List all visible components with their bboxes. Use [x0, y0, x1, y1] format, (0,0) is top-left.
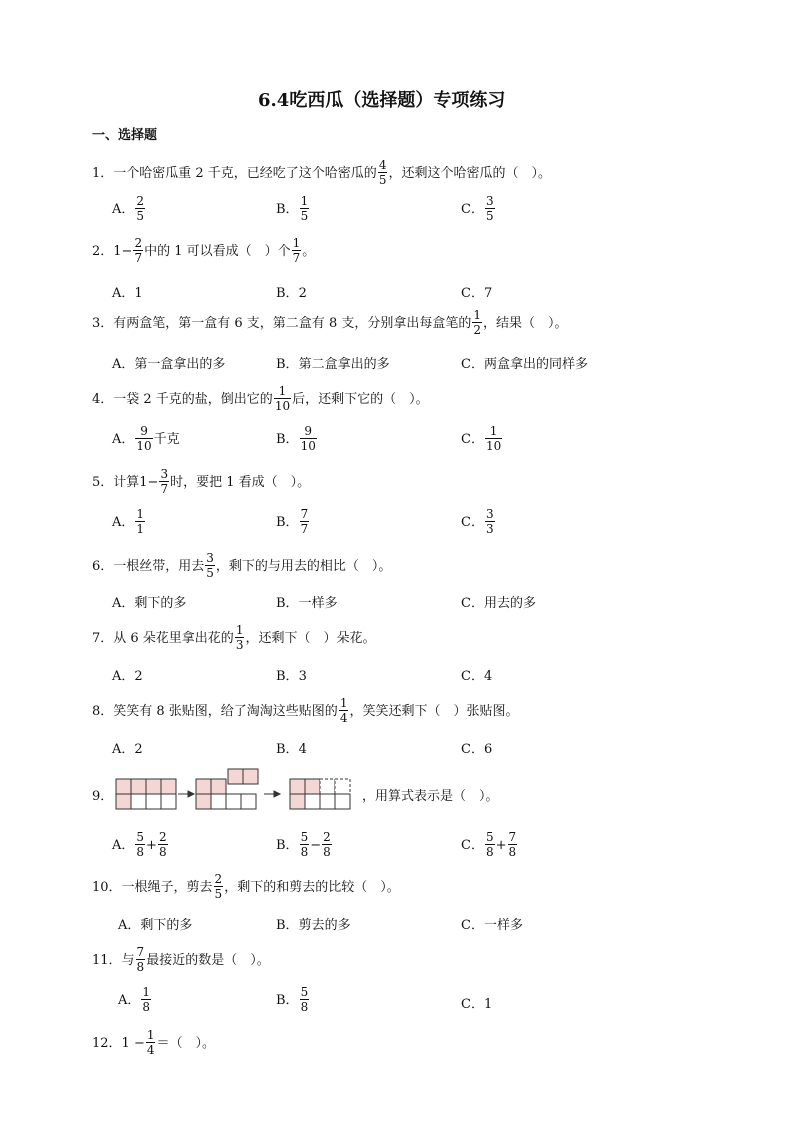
option-b[interactable]: B．3 — [276, 669, 307, 684]
option-a[interactable]: A． $\frac{9}{10}$ 千克 — [112, 424, 180, 453]
page-title: 6.4吃西瓜（选择题）专项练习 — [258, 90, 506, 111]
question-6: 6．一根丝带，用去 $\frac{3}{5}$ ，剩下的与用去的相比（ ）。 — [92, 551, 392, 580]
question-1: 1．一个哈密瓜重 2 千克，已经吃了这个哈密瓜的 $\frac{4}{5}$ ，还剩这个哈密瓜的（ ）。 — [92, 158, 551, 187]
option-a[interactable]: A． $\frac{5}{8}$ + $\frac{2}{8}$ — [112, 830, 167, 859]
arrow-icon — [178, 791, 194, 797]
question-5: 5．计算1− $\frac{3}{7}$ 时，要把 1 看成（ ）。 — [92, 467, 311, 496]
option-b[interactable]: B． $\frac{1}{5}$ — [276, 194, 309, 223]
grid-step-2 — [196, 769, 258, 809]
option-c[interactable]: C．4 — [461, 669, 493, 684]
option-c[interactable]: C． $\frac{1}{10}$ — [461, 424, 502, 453]
grid-step-1 — [116, 779, 176, 809]
option-a[interactable]: A．1 — [112, 286, 143, 301]
option-b[interactable]: B．2 — [276, 286, 307, 301]
option-a[interactable]: A．2 — [112, 742, 143, 757]
arrow-icon — [264, 791, 280, 797]
question-9-number: 9． — [92, 789, 114, 804]
option-a[interactable]: A．剩下的多 — [118, 918, 193, 933]
option-c[interactable]: C．7 — [461, 286, 493, 301]
question-4: 4．一袋 2 千克的盐，倒出它的 $\frac{1}{10}$ 后，还剩下它的（ ）。 — [92, 384, 429, 413]
option-b[interactable]: B．第二盒拿出的多 — [276, 357, 390, 372]
option-a[interactable]: A． $\frac{1}{8}$ — [118, 985, 151, 1014]
option-c[interactable]: C． $\frac{5}{8}$ + $\frac{7}{8}$ — [461, 830, 517, 859]
option-c[interactable]: C．两盒拿出的同样多 — [461, 357, 588, 372]
option-a[interactable]: A． $\frac{2}{5}$ — [112, 194, 145, 223]
option-b[interactable]: B． $\frac{5}{8}$ — [276, 985, 309, 1014]
fraction: $\frac{4}{5}$ — [378, 158, 387, 187]
option-a[interactable]: A． $\frac{1}{1}$ — [112, 507, 145, 536]
question-11: 11．与 $\frac{7}{8}$ 最接近的数是（ ）。 — [92, 945, 270, 974]
option-c[interactable]: C．6 — [461, 742, 493, 757]
fraction-grid-diagram — [114, 767, 374, 811]
option-c[interactable]: C．1 — [461, 997, 493, 1012]
option-c[interactable]: C．用去的多 — [461, 596, 536, 611]
option-b[interactable]: B．一样多 — [276, 596, 338, 611]
question-10: 10．一根绳子，剪去 $\frac{2}{5}$ ，剩下的和剪去的比较（ ）。 — [92, 872, 400, 901]
option-b[interactable]: B．剪去的多 — [276, 918, 351, 933]
option-a[interactable]: A．第一盒拿出的多 — [112, 357, 226, 372]
option-b[interactable]: B．4 — [276, 742, 307, 757]
option-b[interactable]: B． $\frac{7}{7}$ — [276, 507, 309, 536]
option-a[interactable]: A．剩下的多 — [112, 596, 187, 611]
grid-step-3 — [290, 779, 350, 809]
question-7: 7．从 6 朵花里拿出花的 $\frac{1}{3}$ ，还剩下（ ）朵花。 — [92, 623, 376, 652]
option-b[interactable]: B． $\frac{5}{8}$ − $\frac{2}{8}$ — [276, 830, 331, 859]
question-2: 2．1− $\frac{2}{7}$ 中的 1 可以看成（ ）个 $\frac{1}{7}$ 。 — [92, 236, 316, 265]
option-a[interactable]: A．2 — [112, 669, 143, 684]
option-b[interactable]: B． $\frac{9}{10}$ — [276, 424, 316, 453]
question-3: 3．有两盒笔，第一盒有 6 支，第二盒有 8 支，分别拿出每盒笔的 $\frac{1}{2}$ ，结果（ ）。 — [92, 308, 568, 337]
question-9-text: ，用算式表示是（ ）。 — [362, 789, 499, 804]
option-c[interactable]: C．一样多 — [461, 918, 523, 933]
option-c[interactable]: C． $\frac{3}{3}$ — [461, 507, 494, 536]
question-12: 12．1 − $\frac{1}{4}$ ＝（ ）。 — [92, 1028, 215, 1057]
option-c[interactable]: C． $\frac{3}{5}$ — [461, 194, 494, 223]
section-heading: 一、选择题 — [92, 128, 158, 143]
question-8: 8．笑笑有 8 张贴图，给了淘淘这些贴图的 $\frac{1}{4}$ ，笑笑还剩下（ ）张贴图。 — [92, 696, 519, 725]
